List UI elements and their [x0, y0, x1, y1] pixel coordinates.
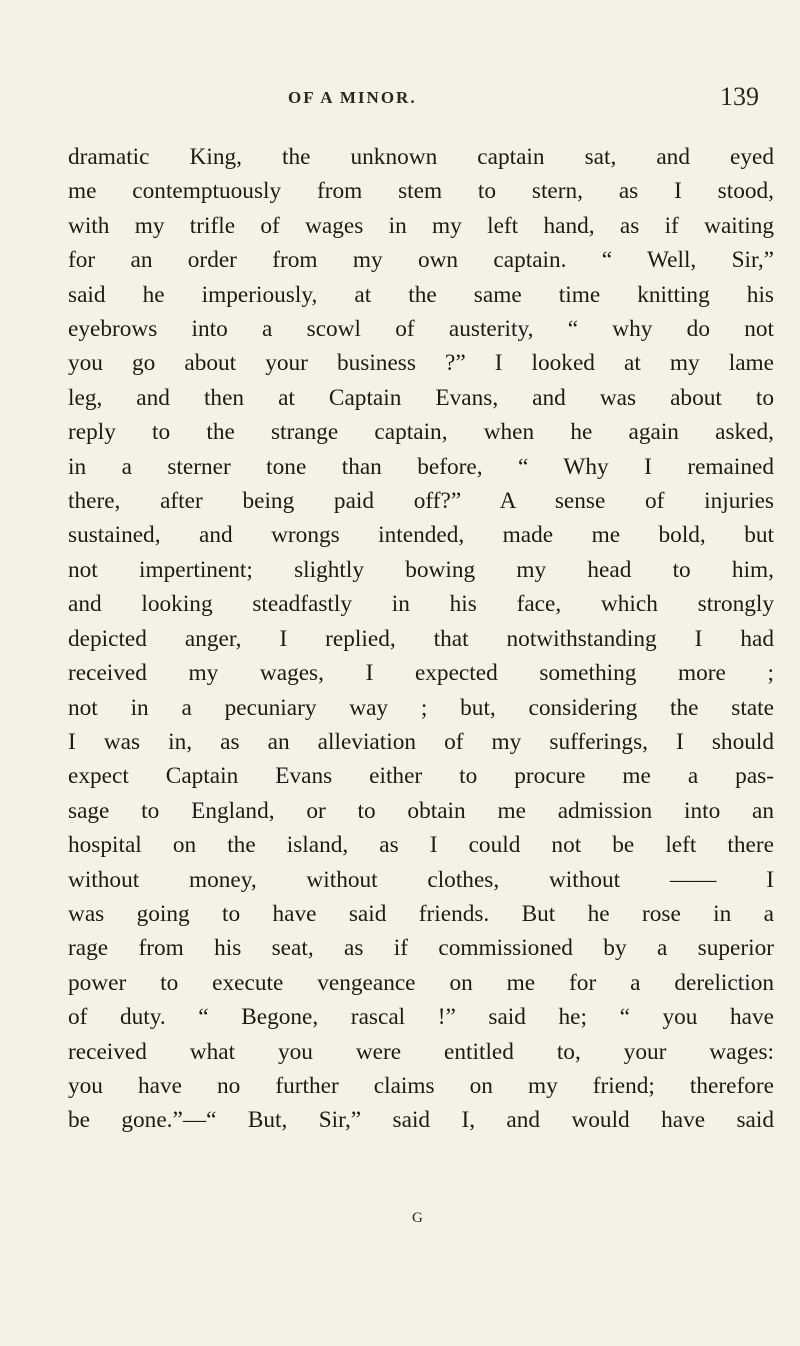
text-line: sage to England, or to obtain me admission into an: [68, 797, 774, 824]
text-line: received my wages, I expected something more ;: [68, 660, 774, 687]
text-line: rage from his seat, as if commissioned by a superior: [68, 935, 774, 962]
running-title: OF A MINOR.: [288, 88, 417, 107]
text-line: sustained, and wrongs intended, made me bold, but: [68, 522, 774, 549]
text-line: of duty. “ Begone, rascal !” said he; “ you have: [68, 1004, 774, 1031]
text-line: you go about your business ?” I looked at my lame: [68, 350, 774, 377]
page-number: 139: [720, 82, 759, 111]
text-line: there, after being paid off?” A sense of injuries: [68, 488, 774, 515]
text-line: said he imperiously, at the same time knitting his: [68, 281, 774, 308]
text-line: leg, and then at Captain Evans, and was about to: [68, 384, 774, 411]
text-line: reply to the strange captain, when he again asked,: [68, 419, 774, 446]
text-line: expect Captain Evans either to procure me a pas-: [68, 763, 774, 790]
text-line: in a sterner tone than before, “ Why I remained: [68, 453, 774, 480]
text-line: I was in, as an alleviation of my sufferings, I should: [68, 728, 774, 755]
text-line: not in a pecuniary way ; but, considering the state: [68, 694, 774, 721]
text-line: power to execute vengeance on me for a dereliction: [68, 969, 774, 996]
text-line: be gone.”—“ But, Sir,” said I, and would have said: [68, 1107, 774, 1134]
text-line: eyebrows into a scowl of austerity, “ why do not: [68, 316, 774, 343]
text-line: with my trifle of wages in my left hand, as if waiting: [68, 212, 774, 239]
text-line: hospital on the island, as I could not be left there: [68, 832, 774, 859]
text-line: depicted anger, I replied, that notwithstanding I had: [68, 625, 774, 652]
text-line: me contemptuously from stem to stern, as I stood,: [68, 178, 774, 205]
text-line: and looking steadfastly in his face, which strongly: [68, 591, 774, 618]
text-line: dramatic King, the unknown captain sat, and eyed: [68, 144, 774, 170]
body-text: [68, 140, 774, 1138]
text-line: without money, without clothes, without —— I: [68, 866, 774, 893]
signature-mark: G: [412, 1210, 424, 1226]
text-line: was going to have said friends. But he rose in a: [68, 900, 774, 927]
text-line: for an order from my own captain. “ Well, Sir,”: [68, 247, 774, 274]
text-line: you have no further claims on my friend; therefore: [68, 1072, 774, 1099]
text-line: received what you were entitled to, your wages:: [68, 1038, 774, 1065]
text-line: not impertinent; slightly bowing my head to him,: [68, 556, 774, 583]
